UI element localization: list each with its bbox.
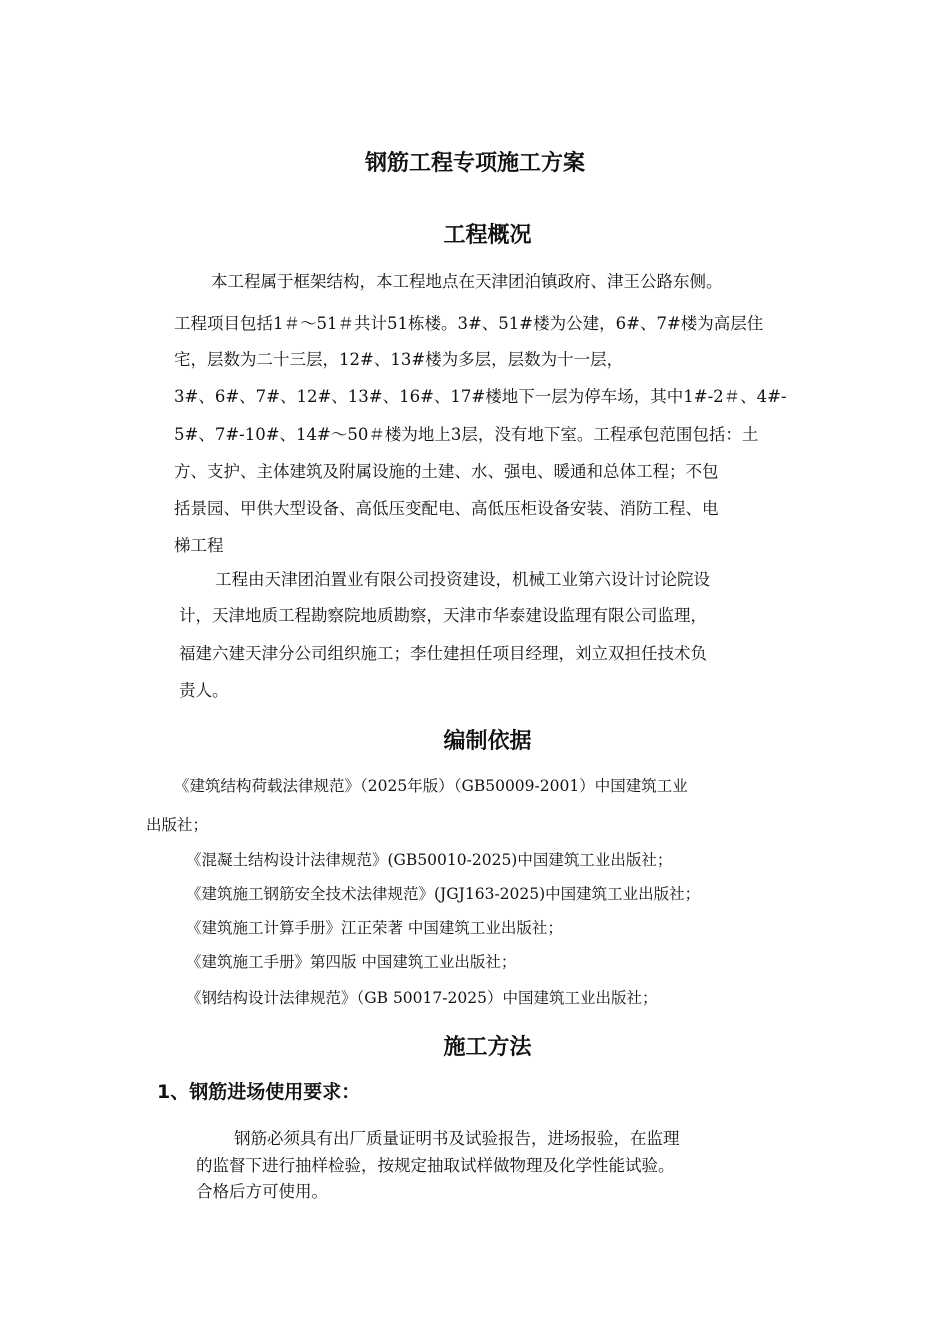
reference-item: 《建筑结构荷载法律规范》（2025年版）（GB50009-2001）中国建筑工业	[174, 777, 688, 795]
subsection-heading: 1、钢筋进场使用要求：	[157, 1081, 361, 1103]
section-heading-basis: 编制依据	[443, 729, 532, 754]
text-line: 计，天津地质工程勘察院地质勘察，天津市华泰建设监理有限公司监理，	[179, 606, 707, 625]
text-line: 3#、6#、7#、12#、13#、16#、17#楼地下一层为停车场，其中1#-2＃、4#-	[174, 387, 787, 406]
text-line: 5#、7#-10#、14#～50＃楼为地上3层，没有地下室。工程承包范围包括：土	[174, 425, 759, 444]
reference-item: 出版社；	[146, 816, 209, 834]
reference-item: 《钢结构设计法律规范》（GB 50017-2025）中国建筑工业出版社；	[186, 989, 658, 1007]
text-line: 括景园、甲供大型设备、高低压变配电、高低压柜设备安装、消防工程、电	[174, 499, 719, 518]
text-line: 梯工程	[174, 536, 224, 555]
text-line: 的监督下进行抽样检验，按规定抽取试样做物理及化学性能试验。	[196, 1156, 675, 1175]
text-line: 本工程属于框架结构，本工程地点在天津团泊镇政府、津王公路东侧。	[211, 272, 723, 291]
text-line: 工程项目包括1＃～51＃共计51栋楼。3#、51#楼为公建，6#、7#楼为高层住	[174, 314, 764, 333]
reference-item: 《建筑施工手册》第四版 中国建筑工业出版社；	[186, 953, 517, 971]
text-line: 宅，层数为二十三层，12#、13#楼为多层，层数为十一层，	[174, 350, 624, 369]
document-title: 钢筋工程专项施工方案	[364, 151, 585, 176]
section-heading-method: 施工方法	[443, 1035, 532, 1060]
section-heading-overview: 工程概况	[443, 223, 532, 248]
reference-item: 《建筑施工钢筋安全技术法律规范》(JGJ163-2025)中国建筑工业出版社；	[186, 885, 701, 903]
text-line: 工程由天津团泊置业有限公司投资建设，机械工业第六设计讨论院设	[215, 570, 710, 589]
text-line: 福建六建天津分公司组织施工；李仕建担任项目经理，刘立双担任技术负	[179, 644, 707, 663]
text-line: 钢筋必须具有出厂质量证明书及试验报告，进场报验，在监理	[234, 1129, 680, 1148]
text-line: 方、支护、主体建筑及附属设施的土建、水、强电、暖通和总体工程；不包	[174, 462, 719, 481]
text-line: 责人。	[179, 681, 229, 700]
text-line: 合格后方可使用。	[196, 1182, 328, 1201]
reference-item: 《混凝土结构设计法律规范》(GB50010-2025)中国建筑工业出版社；	[186, 851, 673, 869]
reference-item: 《建筑施工计算手册》江正荣著 中国建筑工业出版社；	[186, 919, 563, 937]
